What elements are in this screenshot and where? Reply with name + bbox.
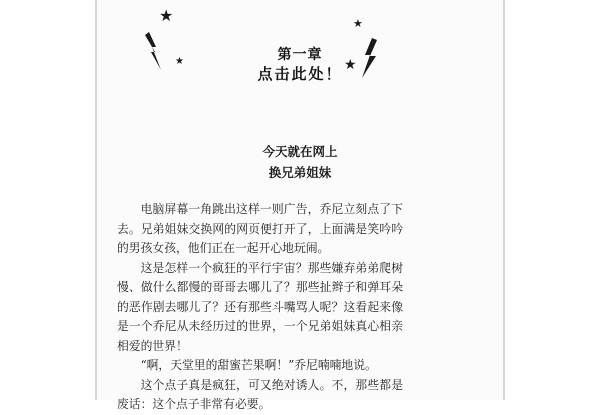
body-text <box>117 200 403 415</box>
paragraph: 电脑屏幕一角跳出这样一则广告，乔尼立刻点了下去。兄弟姐妹交换网的网页便打开了，上面满是笑吟吟的男孩女孩，他们正在一起开心地玩闹。 <box>117 202 403 255</box>
paragraph: “啊，天堂里的甜蜜芒果啊！”乔尼喃喃地说。 <box>140 358 377 372</box>
paragraph: 这是怎样一个疯狂的平行宇宙？那些嫌弃弟弟爬树慢、做什么都慢的哥哥去哪儿了？那些扯辫子和弹耳朵的恶作剧去哪儿了？还有那些斗嘴骂人呢？这看起来像是一个乔尼从未经历过的世界，一个兄弟姐妹真心相亲相爱的世界！ <box>117 260 403 353</box>
section-heading-line-2: 换兄弟姐妹 <box>268 165 332 180</box>
star-icon: ★ <box>353 17 363 30</box>
paragraph: 这个点子真是疯狂，可又绝对诱人。不，那些都是废话：这个点子非常有必要。 <box>117 377 403 411</box>
section-heading-line-1: 今天就在网上 <box>262 144 338 159</box>
star-icon: ★ <box>159 6 174 25</box>
chapter-title: 点击此处！ <box>257 65 343 83</box>
chapter-label: 第一章 <box>277 47 323 63</box>
star-icon: ★ <box>175 56 184 67</box>
star-icon: ★ <box>344 57 357 73</box>
